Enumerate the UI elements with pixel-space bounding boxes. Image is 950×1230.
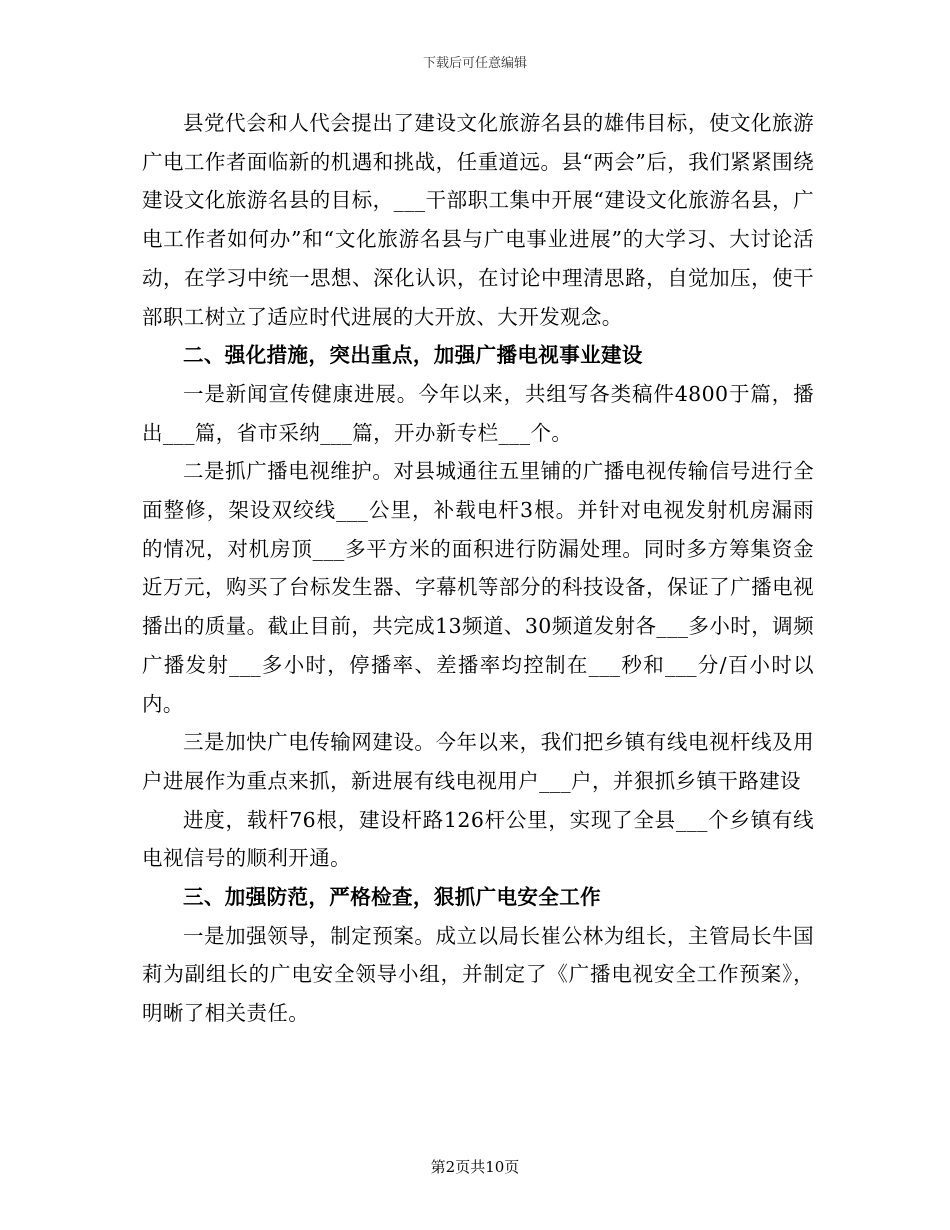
paragraph-news: 一是新闻宣传健康进展。今年以来，共组写各类稿件4800于篇，播出___篇，省市采纳___篇，开办新专栏___个。 <box>142 381 814 445</box>
paragraph-intro: 县党代会和人代会提出了建设文化旅游名县的雄伟目标，使文化旅游广电工作者面临新的机遇和挑战，任重道远。县“两会”后，我们紧紧围绕建设文化旅游名县的目标，___干部职工集中开展“建设文化旅游名县，广电工作者如何办”和“文化旅游名县与广电事业进展”的大学习、大讨论活动，在学习中统一思想、深化认识，在讨论中理清思路，自觉加压，使干部职工树立了适应时代进展的大开放、大开发观念。 <box>142 111 814 329</box>
paragraph-leadership: 一是加强领导，制定预案。成立以局长崔公林为组长，主管局长牛国莉为副组长的广电安全领导小组，并制定了《广播电视安全工作预案》，明晰了相关责任。 <box>142 923 814 1026</box>
paragraph-maintenance: 二是抓广播电视维护。对县城通往五里铺的广播电视传输信号进行全面整修，架设双绞线___公里，补载电杆3根。并针对电视发射机房漏雨的情况，对机房顶___多平方米的面积进行防漏处理。同时多方筹集资金近万元，购买了台标发生器、字幕机等部分的科技设备，保证了广播电视播出的质量。截止目前，共完成13频道、30频道发射各___多小时，调频广播发射___多小时，停播率、差播率均控制在___秒和___分/百小时以内。 <box>142 459 814 716</box>
section-heading-3: 三、加强防范，严格检查，狠抓广电安全工作 <box>183 885 601 910</box>
document-body <box>142 104 814 1033</box>
section-heading-2: 二、强化措施，突出重点，加强广播电视事业建设 <box>183 343 643 368</box>
page-header: 下载后可任意编辑 <box>422 56 527 71</box>
page-footer: 第2页共10页 <box>430 1158 520 1176</box>
paragraph-network: 三是加快广电传输网建设。今年以来，我们把乡镇有线电视杆线及用户进展作为重点来抓，新进展有线电视用户___户，并狠抓乡镇干路建设 <box>142 730 814 793</box>
paragraph-progress: 进度，载杆76根，建设杆路126杆公里，实现了全县___个乡镇有线电视信号的顺利开通。 <box>142 807 814 871</box>
